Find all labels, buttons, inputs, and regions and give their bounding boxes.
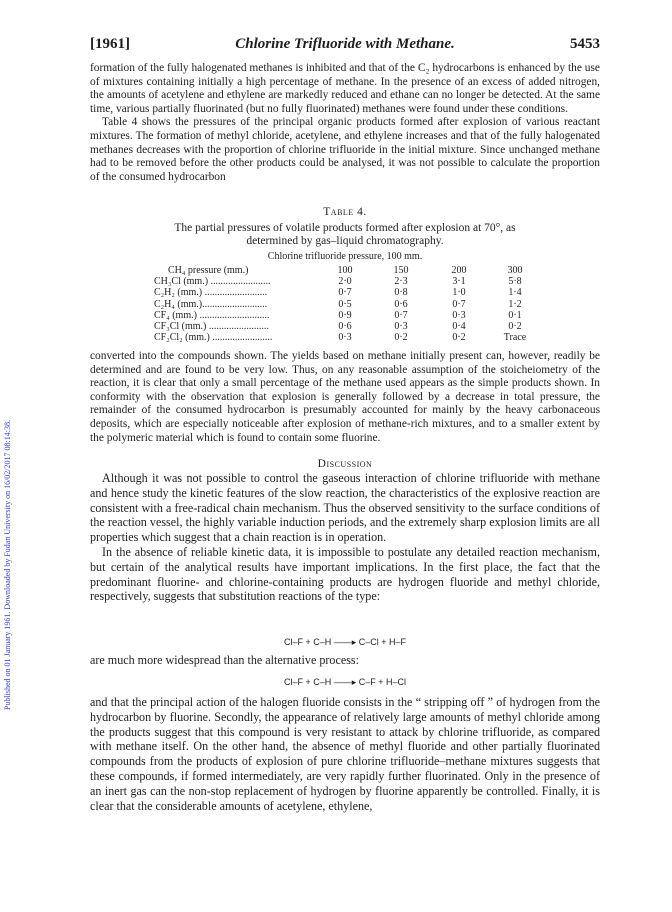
post-table-text xyxy=(90,350,600,445)
table-header-row xyxy=(154,265,534,276)
table-cell: 1·0 xyxy=(452,287,466,299)
table-cell: 0·4 xyxy=(452,320,466,332)
row-label xyxy=(154,276,271,287)
table-row xyxy=(154,287,534,298)
table-row xyxy=(154,321,534,332)
table-cell: 2·0 xyxy=(338,276,352,288)
paragraph: Table 4 shows the pressures of the principal organic products formed after explosion of various reactant mixtures. The formation of methyl chloride, acetylene, and ethylene increases and that of the fully halogenated methanes decreases with the proportion of chlorine trifluoride in the initial mixture. Since unchanged methane had to be removed before the other products could be analysed, it was not possible to calculate the proportion of the consumed hydrocarbon xyxy=(90,116,600,183)
table-cell: 2·3 xyxy=(394,276,408,288)
discussion-text xyxy=(90,653,600,668)
table-header-cell: 200 xyxy=(451,265,467,276)
row-compound: CF₃Cl (mm.) xyxy=(154,320,207,332)
section-heading: Discussion xyxy=(317,458,373,470)
table-number: Table 4. xyxy=(323,206,367,218)
row-label xyxy=(154,287,267,298)
table-cell: 0·7 xyxy=(452,298,466,310)
paragraph: formation of the fully halogenated methanes is inhibited and that of the C₂ hydrocarbons is enhanced by the use of mixtures containing initially a high percentage of methane. In the presence of an excess of added nitrogen, the amounts of acetylene and ethylene are markedly reduced and ethane can no longer be detected. At the same time, various partially fluorinated (but no fully fluorinated) methanes were found under these conditions. xyxy=(90,62,600,115)
table-cell: Trace xyxy=(503,332,527,344)
table-subcaption: Chlorine trifluoride pressure, 100 mm. xyxy=(267,251,423,262)
paragraph: converted into the compounds shown. The yields based on methane initially present can, however, readily be determined and are found to be very low. Thus, on any reasonable assumption of the stoicheiometry of the reaction, it is clear that only a small percentage of the methane used appears as the simple products shown. In conformity with the observation that explosion is generally followed by a decrease in total pressure, the remainder of the consumed hydrocarbon is presumably accounted for mainly by the heavy carbonaceous deposits, which are especially noticeable after explosion of methane-rich mixtures, and to a smaller extent by the polymeric material which is found to contain some fluorine. xyxy=(90,350,600,444)
table-cell: 0·3 xyxy=(394,320,408,332)
header-year: [1961] xyxy=(90,36,130,52)
row-label xyxy=(154,310,269,321)
table-row xyxy=(154,332,534,343)
leader-dots: ............................ xyxy=(196,309,270,321)
table-header-label: CH₄ pressure (mm.) xyxy=(168,265,249,276)
leader-dots: ........................ xyxy=(209,332,273,344)
table-cell: 0·2 xyxy=(452,332,466,344)
paragraph: are much more widespread than the alternative process: xyxy=(90,653,359,667)
row-compound: CF₂Cl₂ (mm.) xyxy=(154,332,210,344)
discussion-text xyxy=(90,695,600,813)
table-cell: 0·5 xyxy=(338,298,352,310)
reaction-equation: Cl–F + C–H ——▸ C–F + H–Cl xyxy=(283,677,407,687)
table-row xyxy=(154,310,534,321)
table-cell: 1·2 xyxy=(508,298,522,310)
header-title: Chlorine Trifluoride with Methane. xyxy=(235,36,455,52)
paragraph: Although it was not possible to control the gaseous interaction of chlorine trifluoride with methane and hence study the kinetic features of the slow reaction, the characteristics of the explosive reaction are consistent with a free-radical chain mechanism. Thus the observed sensitivity to the surface conditions of the reaction vessel, the highly variable induction periods, and the extremely sharp explosion limits are all properties which suggest that a chain reaction is in operation. xyxy=(90,471,600,545)
running-head xyxy=(90,36,600,56)
paragraph: In the absence of reliable kinetic data, it is impossible to postulate any detailed reaction mechanism, but certain of the analytical results have important implications. In the first place, the fact that the predominant fluorine- and chlorine-containing products are hydrogen fluoride and methyl chloride, respectively, suggests that substitution reactions of the type: xyxy=(90,544,600,604)
table-cell: 0·2 xyxy=(508,320,522,332)
row-compound: C₂H₄ (mm.) xyxy=(154,298,203,310)
row-label xyxy=(154,299,267,310)
pressure-table xyxy=(154,265,534,343)
row-label xyxy=(154,332,272,343)
reaction-equation: Cl–F + C–H ——▸ C–Cl + H–F xyxy=(283,637,407,647)
table-caption-line: The partial pressures of volatile products formed after explosion at 70°, as xyxy=(174,222,516,234)
row-compound: C₂H₂ (mm.) xyxy=(154,287,203,299)
leader-dots: ........................ xyxy=(206,320,269,332)
table-cell: 0·2 xyxy=(394,332,408,344)
leader-dots: ......................... xyxy=(202,287,268,299)
table-header-cell: 150 xyxy=(393,265,409,276)
download-notice: Published on 01 January 1961. Downloaded by Fudan University on 16/02/2017 08:14:38. xyxy=(3,420,12,710)
table-cell: 5·8 xyxy=(508,276,522,288)
leader-dots: .......................... xyxy=(202,298,268,310)
row-compound: CH₃Cl (mm.) xyxy=(154,276,209,288)
intro-text xyxy=(90,62,600,184)
table-cell: 0·3 xyxy=(338,332,352,344)
table-cell: 0·7 xyxy=(394,309,408,321)
page-number: 5453 xyxy=(570,36,600,52)
table-header-cell: 300 xyxy=(507,265,523,276)
table-cell: 0·8 xyxy=(394,287,408,299)
table-cell: 0·6 xyxy=(338,320,352,332)
table-cell: 0·3 xyxy=(452,309,466,321)
row-label xyxy=(154,321,269,332)
download-watermark xyxy=(0,160,14,720)
paragraph: and that the principal action of the halogen fluoride consists in the “ stripping off ” of hydrogen from the hydrocarbon by fluorine. Secondly, the appearance of relatively large amounts of methyl chloride among the products suggest that this compound is very resistant to attack by chlorine trifluoride, as compared with methane itself. On the other hand, the absence of methyl fluoride and other partially fluorinated compounds from the products of explosion of pure chlorine trifluoride–methane mixtures suggests that these compounds, if formed intermediately, are very rapidly further fluorinated. Only in the presence of an inert gas can the non-stop replacement of hydrogen by fluorine apparently be controlled. Finally, it is clear that the considerable amounts of acetylene, ethylene, xyxy=(90,695,600,813)
table-cell: 0·9 xyxy=(338,309,352,321)
table-cell: 0·1 xyxy=(508,309,522,321)
leader-dots: ........................ xyxy=(208,276,271,288)
table-row xyxy=(154,299,534,310)
table-caption-line: determined by gas–liquid chromatography. xyxy=(246,235,444,247)
row-compound: CF₄ (mm.) xyxy=(154,309,197,321)
table-cell: 1·4 xyxy=(508,287,522,299)
table-header-cell: 100 xyxy=(337,265,353,276)
table-cell: 3·1 xyxy=(452,276,466,288)
table-cell: 0·7 xyxy=(338,287,352,299)
discussion-text xyxy=(90,471,600,604)
table-row xyxy=(154,276,534,287)
table-cell: 0·6 xyxy=(394,298,408,310)
